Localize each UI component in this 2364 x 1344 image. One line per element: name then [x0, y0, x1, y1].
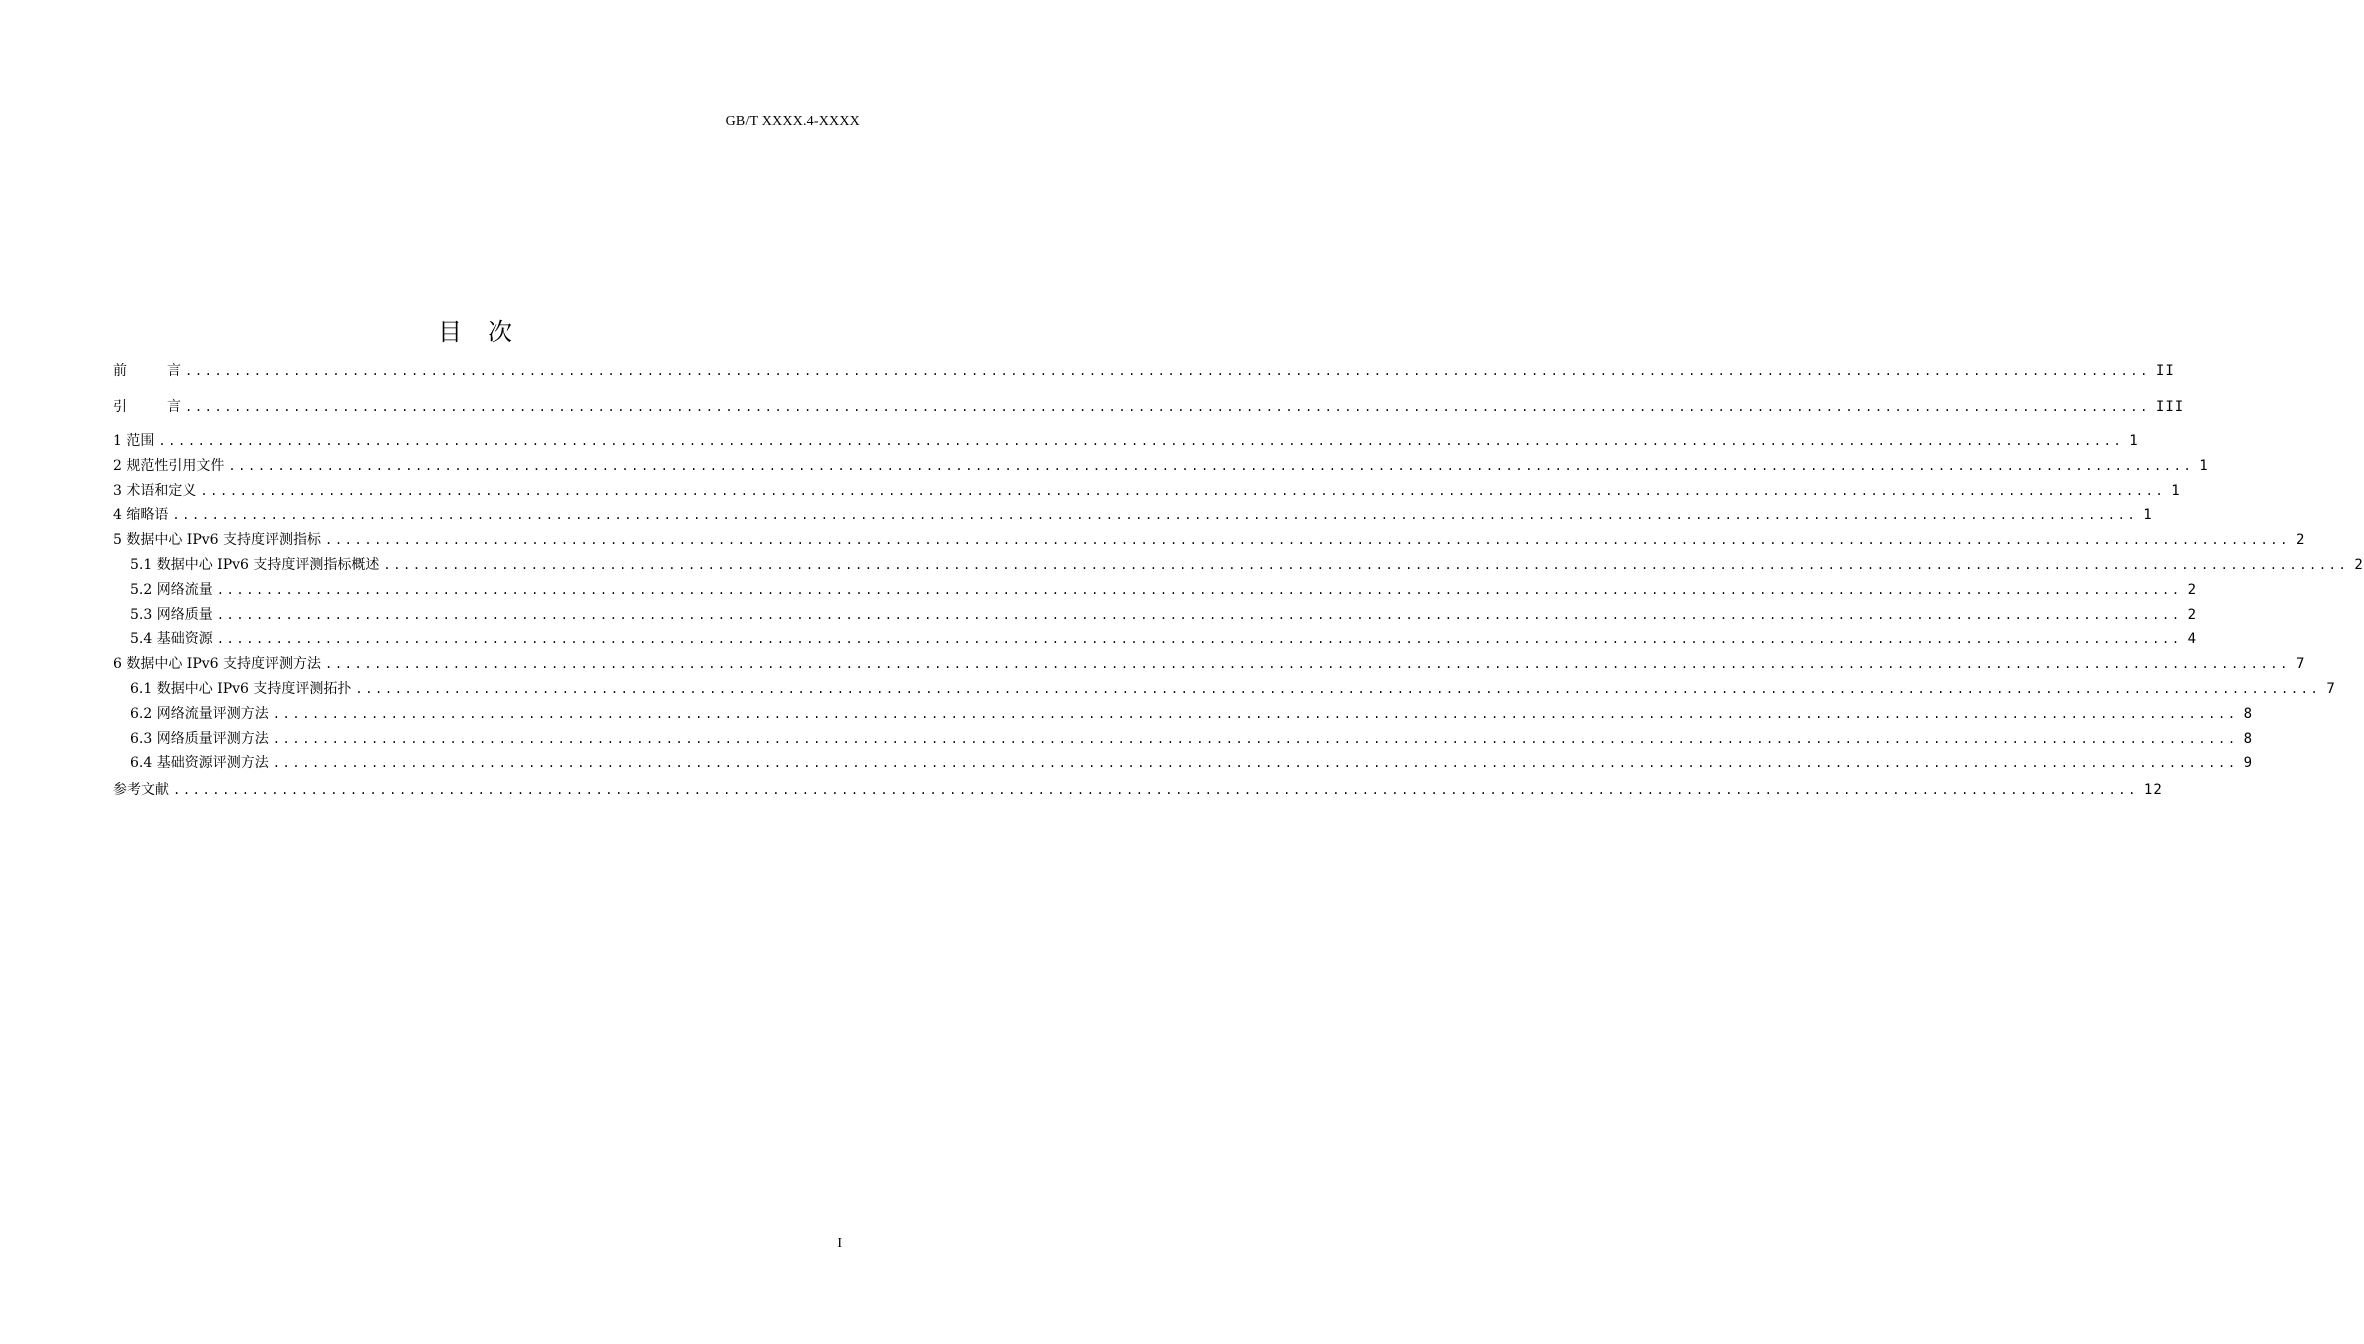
- toc-entry-6-4[interactable]: [113, 752, 2254, 777]
- dot-leader: ........................................................................................................................................................................................................: [355, 681, 2321, 696]
- toc-label: 5.2 网络流量: [130, 581, 213, 598]
- toc-entry-bibliography[interactable]: [113, 777, 2163, 813]
- toc-label: 6.3 网络质量评测方法: [130, 730, 269, 747]
- toc-entry-5-3[interactable]: [113, 604, 2198, 629]
- toc-title-char-2: 次: [488, 318, 512, 346]
- toc-label: 2 规范性引用文件: [113, 457, 225, 474]
- toc-page: 9: [2243, 755, 2254, 772]
- toc-entry-normative-references[interactable]: [113, 455, 2209, 480]
- dot-leader: ........................................................................................................................................................................................................: [216, 607, 2182, 622]
- toc-page: 2: [2295, 532, 2306, 549]
- toc-label: 5.1 数据中心 IPv6 支持度评测指标概述: [130, 556, 380, 573]
- toc-entry-scope[interactable]: [113, 430, 2139, 455]
- toc-label: 3 术语和定义: [113, 482, 197, 499]
- page-number: I: [837, 1236, 842, 1251]
- toc-entry-5-4[interactable]: [113, 628, 2198, 653]
- toc-title: [0, 312, 950, 347]
- toc-title-char-1: 目: [438, 318, 462, 346]
- toc-label: 6.1 数据中心 IPv6 支持度评测拓扑: [130, 680, 352, 697]
- toc-page: 1: [2199, 457, 2209, 474]
- toc-label: 6.2 网络流量评测方法: [130, 705, 269, 722]
- toc-page: 2: [2187, 606, 2198, 623]
- toc-page: 12: [2143, 782, 2163, 799]
- toc-entry-section-6[interactable]: [113, 653, 2306, 678]
- dot-leader: ........................................................................................................................................................................................................: [158, 434, 2124, 448]
- toc-label: 5.4 基础资源: [130, 631, 213, 648]
- toc-label: 1 范围: [113, 433, 155, 449]
- dot-leader: ........................................................................................................................................................................................................: [172, 508, 2138, 523]
- toc-entry-6-3[interactable]: [113, 728, 2254, 753]
- toc-page: III: [2155, 399, 2185, 415]
- toc-page: 1: [2171, 482, 2181, 499]
- dot-leader: ........................................................................................................................................................................................................: [200, 483, 2166, 498]
- toc-entry-abbreviations[interactable]: [113, 504, 2153, 529]
- toc-label: 前: [113, 363, 127, 379]
- toc-label: 4 缩略语: [113, 507, 169, 524]
- dot-leader: ........................................................................................................................................................................................................: [325, 533, 2290, 548]
- dot-leader: ........................................................................................................................................................................................................: [216, 582, 2182, 597]
- toc-entry-foreword[interactable]: [113, 358, 2175, 394]
- toc-label: 言: [167, 399, 181, 415]
- toc-label: 5 数据中心 IPv6 支持度评测指标: [113, 532, 322, 549]
- dot-leader: ........................................................................................................................................................................................................: [185, 364, 2150, 378]
- dot-leader: ........................................................................................................................................................................................................: [272, 756, 2238, 771]
- toc-page: 7: [2326, 680, 2336, 697]
- dot-leader: ........................................................................................................................................................................................................: [173, 783, 2138, 798]
- toc-entry-section-5[interactable]: [113, 529, 2306, 554]
- toc-page: 8: [2243, 705, 2254, 722]
- toc-entry-terms[interactable]: [113, 480, 2181, 505]
- toc-label: 5.3 网络质量: [130, 606, 213, 623]
- toc-page: II: [2155, 363, 2175, 379]
- toc-label: 言: [167, 363, 181, 379]
- toc-label: 6.4 基础资源评测方法: [130, 755, 269, 772]
- toc-label: 6 数据中心 IPv6 支持度评测方法: [113, 656, 322, 673]
- dot-leader: ........................................................................................................................................................................................................: [185, 400, 2150, 414]
- toc-page: 1: [2129, 433, 2139, 449]
- toc-page: 8: [2243, 730, 2254, 747]
- toc-page: 1: [2143, 507, 2153, 524]
- toc-page: 2: [2187, 581, 2198, 598]
- toc-page: 7: [2295, 656, 2306, 673]
- dot-leader: ........................................................................................................................................................................................................: [228, 458, 2194, 473]
- toc-entry-5-1[interactable]: [113, 554, 2364, 579]
- document-code: GB/T XXXX.4-XXXX: [725, 114, 860, 129]
- dot-leader: ........................................................................................................................................................................................................: [325, 657, 2290, 672]
- toc-page: 4: [2187, 631, 2198, 648]
- toc-entry-6-1[interactable]: [113, 678, 2336, 703]
- toc-label: 引: [113, 399, 127, 415]
- dot-leader: ........................................................................................................................................................................................................: [383, 557, 2349, 572]
- toc-entry-5-2[interactable]: [113, 579, 2198, 604]
- dot-leader: ........................................................................................................................................................................................................: [272, 706, 2238, 721]
- dot-leader: ........................................................................................................................................................................................................: [216, 632, 2182, 647]
- toc-label: 参考文献: [113, 782, 169, 799]
- dot-leader: ........................................................................................................................................................................................................: [272, 731, 2238, 746]
- table-of-contents: [113, 358, 2364, 813]
- toc-page: 2: [2354, 556, 2364, 573]
- toc-entry-6-2[interactable]: [113, 703, 2254, 728]
- toc-entry-introduction[interactable]: [113, 394, 2185, 430]
